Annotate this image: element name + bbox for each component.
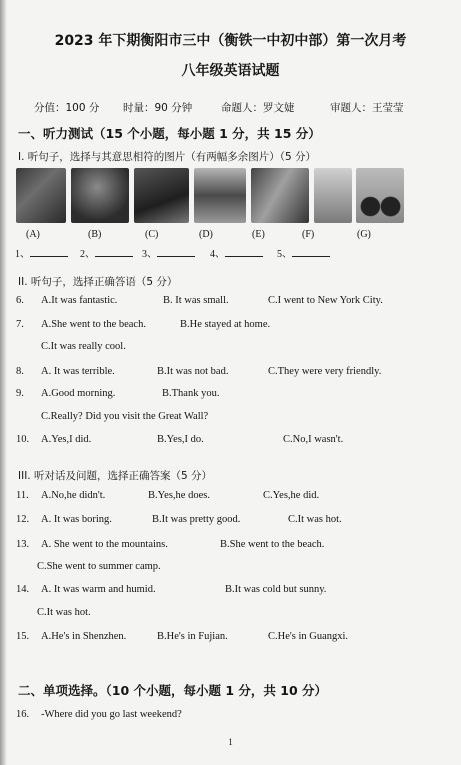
answer-blank-5[interactable]: 5、: [277, 245, 330, 260]
option-b: B.She went to the beach.: [220, 539, 325, 550]
answer-blank-2[interactable]: 2、: [80, 245, 133, 260]
option-c: C.He's in Guangxi.: [268, 631, 349, 642]
picture-strip: [16, 168, 404, 223]
option-a: A.Good morning.: [41, 388, 116, 399]
option-a: A.No,he didn't.: [41, 490, 106, 501]
option-a: A. It was warm and humid.: [41, 584, 156, 595]
picture-label-e: (E): [252, 229, 265, 240]
question-number: 13.: [16, 539, 30, 550]
option-a: A. It was boring.: [41, 514, 112, 525]
option-b: B.It was pretty good.: [152, 514, 241, 525]
option-a: A. She went to the mountains.: [41, 539, 168, 550]
answer-blank-3[interactable]: 3、: [142, 245, 195, 260]
answer-blank-4[interactable]: 4、: [210, 245, 263, 260]
picture-a: [16, 168, 66, 223]
time-info: 时量：90 分钟: [123, 102, 193, 114]
picture-b: [71, 168, 129, 223]
option-b: B.It was not bad.: [157, 366, 229, 377]
part2-instruction: II. 听句子，选择正确答语（5 分）: [18, 276, 178, 288]
option-b: B. It was small.: [163, 295, 229, 306]
part1-instruction: I. 听句子，选择与其意思相符的图片（有两幅多余图片）（5 分）: [18, 151, 317, 163]
reviewer-info: 审题人：王莹莹: [330, 102, 404, 114]
picture-e: [251, 168, 309, 223]
option-b: B.He stayed at home.: [180, 319, 271, 330]
picture-label-a: (A): [26, 229, 40, 240]
picture-d: [194, 168, 246, 223]
option-c: C.She went to summer camp.: [37, 561, 161, 572]
answer-blank-1[interactable]: 1、: [15, 245, 68, 260]
picture-label-f: (F): [302, 229, 315, 240]
page-number: 1: [228, 737, 233, 747]
option-c: C.It was hot.: [288, 514, 342, 525]
option-c: C.It was hot.: [37, 607, 91, 618]
option-a: A.Yes,I did.: [41, 434, 92, 445]
picture-label-g: (G): [357, 229, 371, 240]
score-info: 分值：100 分: [34, 102, 100, 114]
question-number: 6.: [16, 295, 24, 306]
exam-subtitle: 八年级英语试题: [181, 63, 280, 79]
question-number: 10.: [16, 434, 30, 445]
picture-c: [134, 168, 189, 223]
question-number: 14.: [16, 584, 30, 595]
option-a: A.She went to the beach.: [41, 319, 146, 330]
option-c: C.Yes,he did.: [263, 490, 320, 501]
option-b: B.Yes,he does.: [148, 490, 210, 501]
question-number: 16.: [16, 709, 30, 720]
option-a: A.It was fantastic.: [41, 295, 118, 306]
option-c: C.No,I wasn't.: [283, 434, 344, 445]
picture-g: [356, 168, 404, 223]
exam-title: 2023 年下期衡阳市三中（衡铁一中初中部）第一次月考: [54, 33, 407, 49]
picture-f: [314, 168, 352, 223]
option-b: B.Thank you.: [162, 388, 220, 399]
page-edge-shadow: [0, 0, 7, 765]
option-c: C.I went to New York City.: [268, 295, 383, 306]
picture-label-c: (C): [145, 229, 159, 240]
part3-instruction: III. 听对话及问题，选择正确答案（5 分）: [18, 470, 212, 482]
option-a: A.He's in Shenzhen.: [41, 631, 127, 642]
author-info: 命题人：罗文婕: [221, 102, 295, 114]
question-number: 9.: [16, 388, 24, 399]
option-c: C.It was really cool.: [41, 341, 126, 352]
question-number: 12.: [16, 514, 30, 525]
picture-label-b: (B): [88, 229, 102, 240]
option-b: B.Yes,I do.: [157, 434, 204, 445]
question-16-text: -Where did you go last weekend?: [41, 709, 182, 720]
option-b: B.It was cold but sunny.: [225, 584, 327, 595]
question-number: 11.: [16, 490, 29, 501]
option-c: C.They were very friendly.: [268, 366, 382, 377]
section1-title: 一、听力测试（15 个小题，每小题 1 分，共 15 分）: [18, 126, 321, 141]
option-c: C.Really? Did you visit the Great Wall?: [41, 411, 209, 422]
question-number: 8.: [16, 366, 24, 377]
option-b: B.He's in Fujian.: [157, 631, 228, 642]
option-a: A. It was terrible.: [41, 366, 115, 377]
question-number: 15.: [16, 631, 30, 642]
question-number: 7.: [16, 319, 24, 330]
section2-title: 二、单项选择。（10 个小题，每小题 1 分，共 10 分）: [18, 683, 327, 698]
picture-label-d: (D): [199, 229, 213, 240]
